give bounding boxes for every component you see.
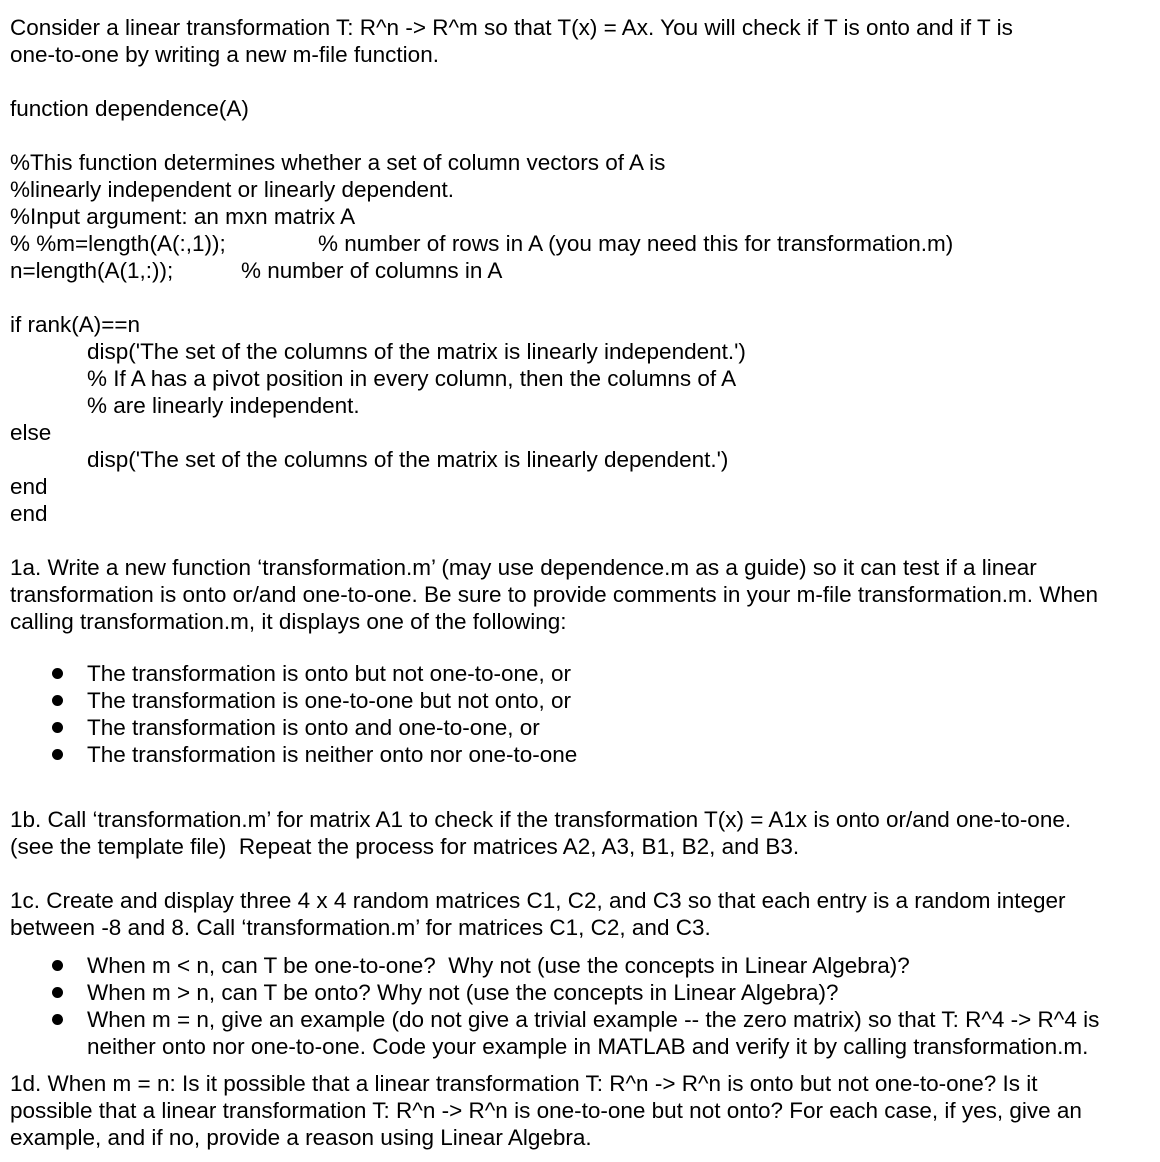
bullet-dot xyxy=(52,695,63,706)
q1a-line-2: transformation is onto or/and one-to-one. Be sure to provide comments in your m-file transformation.m. When xyxy=(10,582,1098,607)
q1c-bullet-1: When m < n, can T be one-to-one? Why not (use the concepts in Linear Algebra)? xyxy=(87,953,910,978)
bullet-dot xyxy=(52,960,63,971)
code-n-line: n=length(A(1,:)); xyxy=(10,258,174,283)
q1d-line-3: example, and if no, provide a reason using Linear Algebra. xyxy=(10,1125,592,1150)
q1b-line-1: 1b. Call ‘transformation.m’ for matrix A1 to check if the transformation T(x) = A1x is onto or/and one-to-one. xyxy=(10,807,1072,832)
code-if-body-3: % are linearly independent. xyxy=(87,393,360,418)
code-comment-1: %This function determines whether a set of column vectors of A is xyxy=(10,150,666,175)
code-comment-3: %Input argument: an mxn matrix A xyxy=(10,204,356,229)
q1a-bullet-2: The transformation is one-to-one but not onto, or xyxy=(87,688,572,713)
q1c-line-2: between -8 and 8. Call ‘transformation.m’ for matrices C1, C2, and C3. xyxy=(10,915,711,940)
q1c-line-1: 1c. Create and display three 4 x 4 random matrices C1, C2, and C3 so that each entry is a random integer xyxy=(10,888,1066,913)
q1a-bullet-4: The transformation is neither onto nor one-to-one xyxy=(87,742,578,767)
q1a-bullet-1: The transformation is onto but not one-to-one, or xyxy=(87,661,572,686)
code-if-body-2: % If A has a pivot position in every column, then the columns of A xyxy=(87,366,737,391)
code-if-line: if rank(A)==n xyxy=(10,312,141,337)
code-else-line: else xyxy=(10,420,52,445)
code-end-2: end xyxy=(10,501,48,526)
code-else-body: disp('The set of the columns of the matrix is linearly dependent.') xyxy=(87,447,729,472)
q1c-bullet-3: When m = n, give an example (do not give a trivial example -- the zero matrix) so that T: R^4 -> R^4 is xyxy=(87,1007,1100,1032)
bullet-dot xyxy=(52,1014,63,1025)
q1b-line-2: (see the template file) Repeat the process for matrices A2, A3, B1, B2, and B3. xyxy=(10,834,800,859)
code-end-1: end xyxy=(10,474,48,499)
q1a-line-1: 1a. Write a new function ‘transformation.m’ (may use dependence.m as a guide) so it can test if a linear xyxy=(10,555,1037,580)
q1c-bullet-2: When m > n, can T be onto? Why not (use the concepts in Linear Algebra)? xyxy=(87,980,839,1005)
q1a-bullet-3: The transformation is onto and one-to-one, or xyxy=(87,715,540,740)
code-if-body-1: disp('The set of the columns of the matrix is linearly independent.') xyxy=(87,339,746,364)
intro-line-1: Consider a linear transformation T: R^n -> R^m so that T(x) = Ax. You will check if T is onto and if T is xyxy=(10,15,1013,40)
function-signature: function dependence(A) xyxy=(10,96,249,121)
code-n-line-comment: % number of columns in A xyxy=(241,258,503,283)
q1c-bullet-3-cont: neither onto nor one-to-one. Code your example in MATLAB and verify it by calling transformation.m. xyxy=(87,1034,1089,1059)
q1d-line-2: possible that a linear transformation T: R^n -> R^n is one-to-one but not onto? For each case, if yes, give an xyxy=(10,1098,1082,1123)
intro-line-2: one-to-one by writing a new m-file function. xyxy=(10,42,439,67)
code-comment-2: %linearly independent or linearly dependent. xyxy=(10,177,455,202)
bullet-dot xyxy=(52,668,63,679)
code-m-line-comment: % number of rows in A (you may need this for transformation.m) xyxy=(318,231,954,256)
q1d-line-1: 1d. When m = n: Is it possible that a linear transformation T: R^n -> R^n is onto but not one-to-one? Is it xyxy=(10,1071,1038,1096)
bullet-dot xyxy=(52,749,63,760)
bullet-dot xyxy=(52,987,63,998)
code-m-line: % %m=length(A(:,1)); xyxy=(10,231,226,256)
q1a-line-3: calling transformation.m, it displays one of the following: xyxy=(10,609,567,634)
bullet-dot xyxy=(52,722,63,733)
